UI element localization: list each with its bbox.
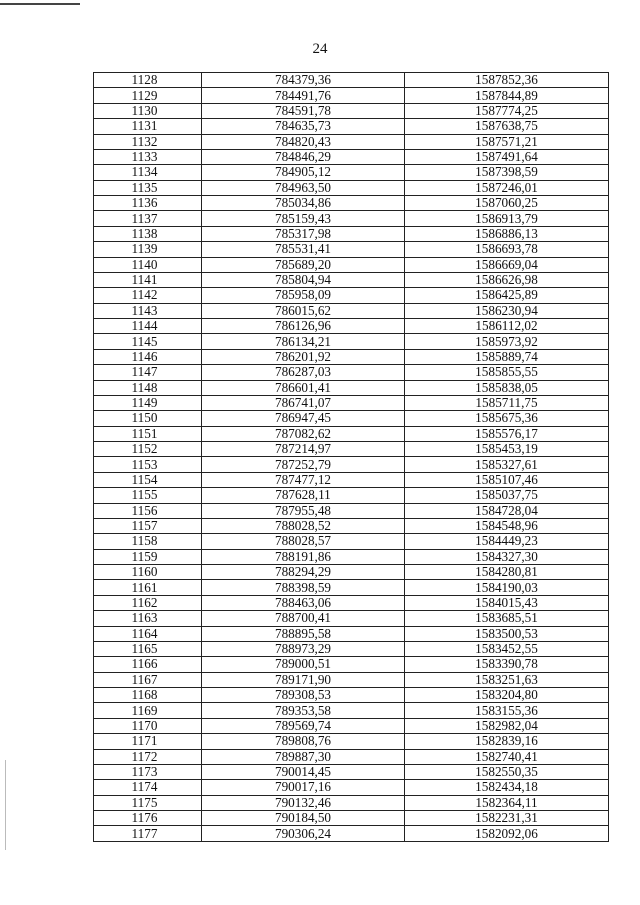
table-row <box>94 211 609 226</box>
y-coordinate-cell: 1582550,35 <box>405 764 609 779</box>
y-coordinate-cell: 1585576,17 <box>405 426 609 441</box>
x-coordinate-cell: 785804,94 <box>202 272 405 287</box>
coordinates-table <box>93 72 609 842</box>
table-row <box>94 119 609 134</box>
x-coordinate-cell: 784846,29 <box>202 149 405 164</box>
table-row <box>94 180 609 195</box>
point-number-cell: 1168 <box>94 688 202 703</box>
x-coordinate-cell: 784820,43 <box>202 134 405 149</box>
x-coordinate-cell: 785159,43 <box>202 211 405 226</box>
point-number-cell: 1171 <box>94 734 202 749</box>
point-number-cell: 1138 <box>94 226 202 241</box>
y-coordinate-cell: 1587844,89 <box>405 88 609 103</box>
table-row <box>94 534 609 549</box>
x-coordinate-cell: 785034,86 <box>202 196 405 211</box>
table-row <box>94 349 609 364</box>
table-row <box>94 749 609 764</box>
table-row <box>94 242 609 257</box>
x-coordinate-cell: 785531,41 <box>202 242 405 257</box>
point-number-cell: 1148 <box>94 380 202 395</box>
point-number-cell: 1152 <box>94 442 202 457</box>
table-row <box>94 826 609 841</box>
x-coordinate-cell: 789353,58 <box>202 703 405 718</box>
point-number-cell: 1133 <box>94 149 202 164</box>
x-coordinate-cell: 786741,07 <box>202 395 405 410</box>
table-row <box>94 595 609 610</box>
x-coordinate-cell: 789887,30 <box>202 749 405 764</box>
table-row <box>94 196 609 211</box>
x-coordinate-cell: 789808,76 <box>202 734 405 749</box>
x-coordinate-cell: 786947,45 <box>202 411 405 426</box>
x-coordinate-cell: 784379,36 <box>202 73 405 88</box>
y-coordinate-cell: 1587638,75 <box>405 119 609 134</box>
y-coordinate-cell: 1582231,31 <box>405 811 609 826</box>
x-coordinate-cell: 790014,45 <box>202 764 405 779</box>
point-number-cell: 1145 <box>94 334 202 349</box>
table-row <box>94 165 609 180</box>
y-coordinate-cell: 1587571,21 <box>405 134 609 149</box>
table-row <box>94 734 609 749</box>
table-row <box>94 811 609 826</box>
x-coordinate-cell: 784905,12 <box>202 165 405 180</box>
table-row <box>94 672 609 687</box>
point-number-cell: 1143 <box>94 303 202 318</box>
point-number-cell: 1155 <box>94 488 202 503</box>
table-row <box>94 764 609 779</box>
x-coordinate-cell: 788028,57 <box>202 534 405 549</box>
point-number-cell: 1167 <box>94 672 202 687</box>
table-row <box>94 780 609 795</box>
point-number-cell: 1173 <box>94 764 202 779</box>
x-coordinate-cell: 787628,11 <box>202 488 405 503</box>
top-rule <box>0 3 80 5</box>
x-coordinate-cell: 789000,51 <box>202 657 405 672</box>
y-coordinate-cell: 1586913,79 <box>405 211 609 226</box>
x-coordinate-cell: 790132,46 <box>202 795 405 810</box>
table-row <box>94 73 609 88</box>
x-coordinate-cell: 790017,16 <box>202 780 405 795</box>
y-coordinate-cell: 1586669,04 <box>405 257 609 272</box>
point-number-cell: 1162 <box>94 595 202 610</box>
y-coordinate-cell: 1585973,92 <box>405 334 609 349</box>
point-number-cell: 1159 <box>94 549 202 564</box>
x-coordinate-cell: 786601,41 <box>202 380 405 395</box>
table-row <box>94 303 609 318</box>
x-coordinate-cell: 789308,53 <box>202 688 405 703</box>
y-coordinate-cell: 1585453,19 <box>405 442 609 457</box>
point-number-cell: 1175 <box>94 795 202 810</box>
y-coordinate-cell: 1586626,98 <box>405 272 609 287</box>
point-number-cell: 1129 <box>94 88 202 103</box>
table-row <box>94 257 609 272</box>
table-row <box>94 626 609 641</box>
table-row <box>94 426 609 441</box>
table-row <box>94 365 609 380</box>
table-row <box>94 149 609 164</box>
y-coordinate-cell: 1584327,30 <box>405 549 609 564</box>
y-coordinate-cell: 1585838,05 <box>405 380 609 395</box>
point-number-cell: 1157 <box>94 518 202 533</box>
y-coordinate-cell: 1584548,96 <box>405 518 609 533</box>
point-number-cell: 1177 <box>94 826 202 841</box>
table-row <box>94 795 609 810</box>
y-coordinate-cell: 1585675,36 <box>405 411 609 426</box>
x-coordinate-cell: 784491,76 <box>202 88 405 103</box>
point-number-cell: 1130 <box>94 103 202 118</box>
y-coordinate-cell: 1586693,78 <box>405 242 609 257</box>
point-number-cell: 1140 <box>94 257 202 272</box>
point-number-cell: 1141 <box>94 272 202 287</box>
scan-margin-mark <box>5 760 6 850</box>
y-coordinate-cell: 1587774,25 <box>405 103 609 118</box>
y-coordinate-cell: 1583452,55 <box>405 641 609 656</box>
point-number-cell: 1158 <box>94 534 202 549</box>
y-coordinate-cell: 1586112,02 <box>405 319 609 334</box>
y-coordinate-cell: 1583390,78 <box>405 657 609 672</box>
table-row <box>94 688 609 703</box>
point-number-cell: 1156 <box>94 503 202 518</box>
y-coordinate-cell: 1584190,03 <box>405 580 609 595</box>
table-row <box>94 718 609 733</box>
point-number-cell: 1150 <box>94 411 202 426</box>
x-coordinate-cell: 788398,59 <box>202 580 405 595</box>
y-coordinate-cell: 1583204,80 <box>405 688 609 703</box>
point-number-cell: 1153 <box>94 457 202 472</box>
y-coordinate-cell: 1583251,63 <box>405 672 609 687</box>
table-row <box>94 103 609 118</box>
table-row <box>94 88 609 103</box>
y-coordinate-cell: 1587398,59 <box>405 165 609 180</box>
point-number-cell: 1160 <box>94 565 202 580</box>
x-coordinate-cell: 785689,20 <box>202 257 405 272</box>
y-coordinate-cell: 1585855,55 <box>405 365 609 380</box>
point-number-cell: 1169 <box>94 703 202 718</box>
table-row <box>94 319 609 334</box>
table-row <box>94 657 609 672</box>
point-number-cell: 1131 <box>94 119 202 134</box>
point-number-cell: 1154 <box>94 472 202 487</box>
table-row <box>94 503 609 518</box>
table-row <box>94 288 609 303</box>
point-number-cell: 1149 <box>94 395 202 410</box>
page-number: 24 <box>312 41 328 57</box>
point-number-cell: 1136 <box>94 196 202 211</box>
x-coordinate-cell: 787214,97 <box>202 442 405 457</box>
x-coordinate-cell: 790184,50 <box>202 811 405 826</box>
table-row <box>94 442 609 457</box>
y-coordinate-cell: 1582434,18 <box>405 780 609 795</box>
x-coordinate-cell: 786015,62 <box>202 303 405 318</box>
table-row <box>94 411 609 426</box>
point-number-cell: 1174 <box>94 780 202 795</box>
x-coordinate-cell: 788895,58 <box>202 626 405 641</box>
y-coordinate-cell: 1586230,94 <box>405 303 609 318</box>
y-coordinate-cell: 1582740,41 <box>405 749 609 764</box>
point-number-cell: 1170 <box>94 718 202 733</box>
x-coordinate-cell: 785958,09 <box>202 288 405 303</box>
point-number-cell: 1132 <box>94 134 202 149</box>
x-coordinate-cell: 786201,92 <box>202 349 405 364</box>
x-coordinate-cell: 787252,79 <box>202 457 405 472</box>
point-number-cell: 1166 <box>94 657 202 672</box>
x-coordinate-cell: 784635,73 <box>202 119 405 134</box>
table-row <box>94 641 609 656</box>
point-number-cell: 1172 <box>94 749 202 764</box>
x-coordinate-cell: 786134,21 <box>202 334 405 349</box>
y-coordinate-cell: 1582982,04 <box>405 718 609 733</box>
table-row <box>94 580 609 595</box>
x-coordinate-cell: 789171,90 <box>202 672 405 687</box>
x-coordinate-cell: 785317,98 <box>202 226 405 241</box>
table-row <box>94 380 609 395</box>
y-coordinate-cell: 1585711,75 <box>405 395 609 410</box>
table-row <box>94 334 609 349</box>
y-coordinate-cell: 1584015,43 <box>405 595 609 610</box>
y-coordinate-cell: 1582839,16 <box>405 734 609 749</box>
x-coordinate-cell: 788973,29 <box>202 641 405 656</box>
x-coordinate-cell: 787955,48 <box>202 503 405 518</box>
table-row <box>94 703 609 718</box>
y-coordinate-cell: 1584449,23 <box>405 534 609 549</box>
point-number-cell: 1142 <box>94 288 202 303</box>
x-coordinate-cell: 786287,03 <box>202 365 405 380</box>
y-coordinate-cell: 1587246,01 <box>405 180 609 195</box>
point-number-cell: 1151 <box>94 426 202 441</box>
point-number-cell: 1128 <box>94 73 202 88</box>
table-row <box>94 134 609 149</box>
y-coordinate-cell: 1583155,36 <box>405 703 609 718</box>
point-number-cell: 1144 <box>94 319 202 334</box>
x-coordinate-cell: 788294,29 <box>202 565 405 580</box>
y-coordinate-cell: 1587491,64 <box>405 149 609 164</box>
y-coordinate-cell: 1586886,13 <box>405 226 609 241</box>
table-row <box>94 272 609 287</box>
x-coordinate-cell: 786126,96 <box>202 319 405 334</box>
x-coordinate-cell: 784963,50 <box>202 180 405 195</box>
point-number-cell: 1139 <box>94 242 202 257</box>
table-row <box>94 565 609 580</box>
point-number-cell: 1161 <box>94 580 202 595</box>
x-coordinate-cell: 784591,78 <box>202 103 405 118</box>
y-coordinate-cell: 1582364,11 <box>405 795 609 810</box>
y-coordinate-cell: 1583500,53 <box>405 626 609 641</box>
point-number-cell: 1135 <box>94 180 202 195</box>
x-coordinate-cell: 790306,24 <box>202 826 405 841</box>
point-number-cell: 1164 <box>94 626 202 641</box>
point-number-cell: 1176 <box>94 811 202 826</box>
point-number-cell: 1163 <box>94 611 202 626</box>
table-row <box>94 549 609 564</box>
table-row <box>94 472 609 487</box>
x-coordinate-cell: 788700,41 <box>202 611 405 626</box>
y-coordinate-cell: 1585037,75 <box>405 488 609 503</box>
table-row <box>94 395 609 410</box>
y-coordinate-cell: 1583685,51 <box>405 611 609 626</box>
point-number-cell: 1137 <box>94 211 202 226</box>
x-coordinate-cell: 787082,62 <box>202 426 405 441</box>
point-number-cell: 1147 <box>94 365 202 380</box>
table-row <box>94 226 609 241</box>
y-coordinate-cell: 1587060,25 <box>405 196 609 211</box>
y-coordinate-cell: 1586425,89 <box>405 288 609 303</box>
point-number-cell: 1165 <box>94 641 202 656</box>
y-coordinate-cell: 1585889,74 <box>405 349 609 364</box>
x-coordinate-cell: 788463,06 <box>202 595 405 610</box>
table-row <box>94 611 609 626</box>
table-row <box>94 488 609 503</box>
x-coordinate-cell: 788028,52 <box>202 518 405 533</box>
coordinates-table-body <box>94 73 609 842</box>
table-row <box>94 518 609 533</box>
y-coordinate-cell: 1584280,81 <box>405 565 609 580</box>
x-coordinate-cell: 787477,12 <box>202 472 405 487</box>
point-number-cell: 1134 <box>94 165 202 180</box>
x-coordinate-cell: 789569,74 <box>202 718 405 733</box>
table-row <box>94 457 609 472</box>
y-coordinate-cell: 1585107,46 <box>405 472 609 487</box>
y-coordinate-cell: 1585327,61 <box>405 457 609 472</box>
y-coordinate-cell: 1582092,06 <box>405 826 609 841</box>
y-coordinate-cell: 1587852,36 <box>405 73 609 88</box>
point-number-cell: 1146 <box>94 349 202 364</box>
y-coordinate-cell: 1584728,04 <box>405 503 609 518</box>
x-coordinate-cell: 788191,86 <box>202 549 405 564</box>
